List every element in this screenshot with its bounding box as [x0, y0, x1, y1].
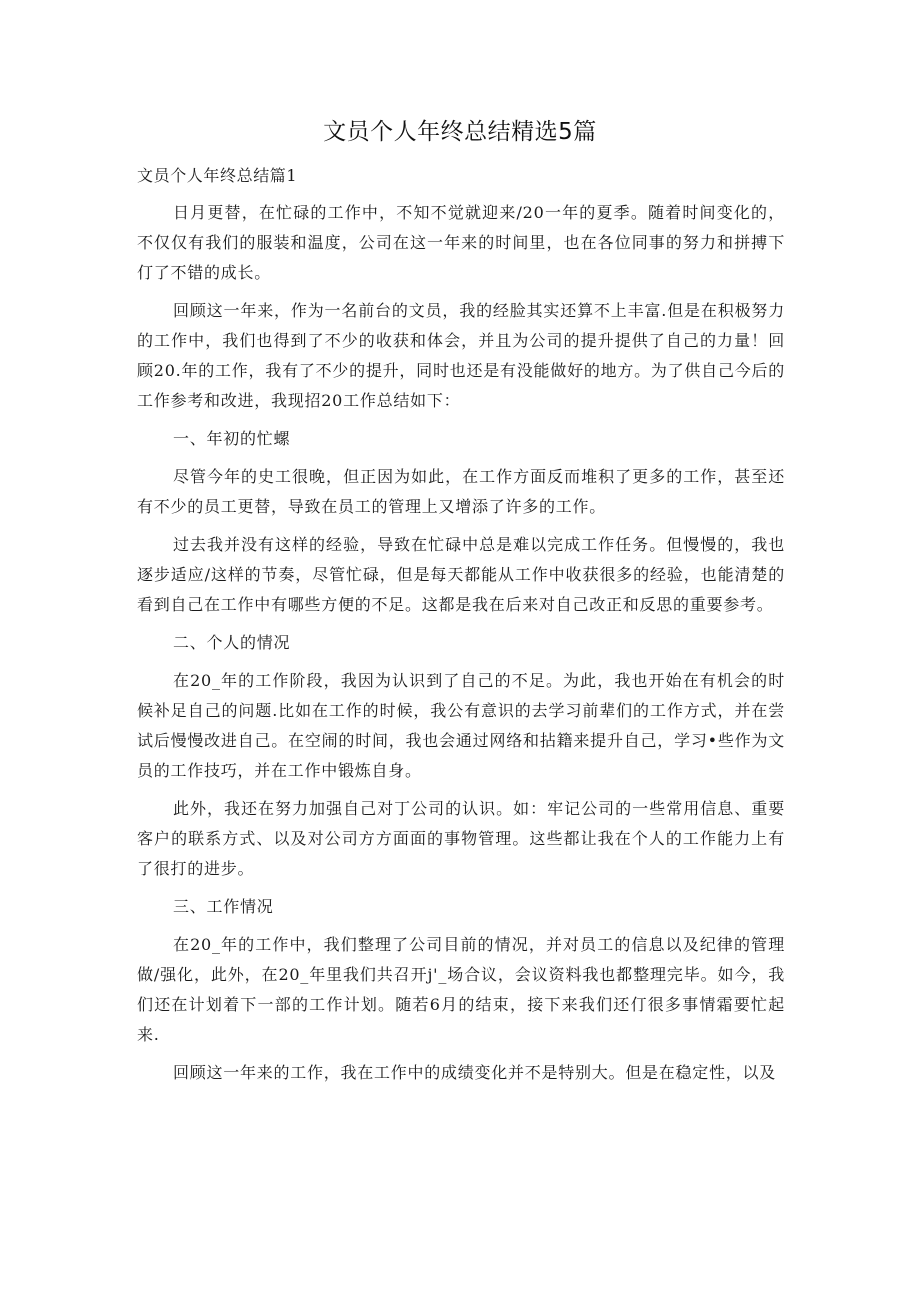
document-title: 文员个人年终总结精选5篇	[323, 119, 597, 145]
section-heading: 一、年初的忙螺	[173, 429, 291, 448]
paragraph: 日月更替，在忙碌的工作中，不知不觉就迎来/20一年的夏季。随着时间变化的，不仅仅有我们的服装和温度，公司在这一年来的时间里，也在各位同事的努力和拼搏下仃了不错的成长。	[137, 203, 785, 282]
paragraph: 在20_年的工作中，我们整理了公司目前的情况，并对员工的信息以及纪律的管理做/强化，此外，在20_年里我们共召开j'_场合议，会议资料我也都整理完毕。如今，我们还在计划着下一部的工作计划。随若6月的结束，接下来我们还仃很多事情霜要忙起来.	[137, 935, 785, 1044]
paragraph: 在20_年的工作阶段，我因为认识到了自己的不足。为此，我也开始在有机会的时候补足自己的问题.比如在工作的时候，我公有意识的去学习前辈们的工作方式，并在尝试后慢慢改进自己。在空闹的时间，我也会通过网络和拈籍来提升自己，学习•些作为文员的工作技巧，并在工作中锻炼自身。	[137, 671, 785, 780]
paragraph: 回顾这一年来，作为一名前台的文员，我的经脸其实还算不上丰富.但是在积极努力的工作中，我们也得到了不少的收获和体会，并且为公司的提升提供了自己的力量！回顾20.年的工作，我有了不少的提升，同时也还是有没能做好的地方。为了供自己今后的工作参考和改进，我现招20工作总结如下：	[137, 301, 785, 410]
paragraph: 回顾这一年来的工作，我在工作中的成绩变化并不是特别大。但是在稳定性，以及	[173, 1063, 777, 1082]
section-subtitle: 文员个人年终总结篇1	[137, 166, 298, 185]
document-body	[137, 198, 785, 1096]
paragraph: 尽管今年的史工很晚，但正因为如此，在工作方面反而堆积了更多的工作，甚至还有不少的员工更替，导致在员工的管理上又增添了许多的工作。	[137, 467, 785, 516]
section-heading: 三、工作情况	[173, 897, 274, 916]
paragraph: 过去我并没有这样的经验，导致在忙碌中总是难以完成工作任务。但慢慢的，我也逐步适应/这样的节奏，尽管忙碌，但是每天都能从工作中收获很多的经验，也能清楚的看到自己在工作中有哪些方便的不足。这都是我在后来对自己改正和反思的重要参考。	[137, 535, 785, 614]
section-heading: 二、个人的情况	[173, 633, 291, 652]
paragraph: 此外，我还在努力加强自己对丁公司的认识。如：牢记公司的一些常用信息、重要客户的联系方式、以及对公司方方面面的事物管理。这些都让我在个人的工作能力上有了很打的进步。	[137, 799, 785, 878]
